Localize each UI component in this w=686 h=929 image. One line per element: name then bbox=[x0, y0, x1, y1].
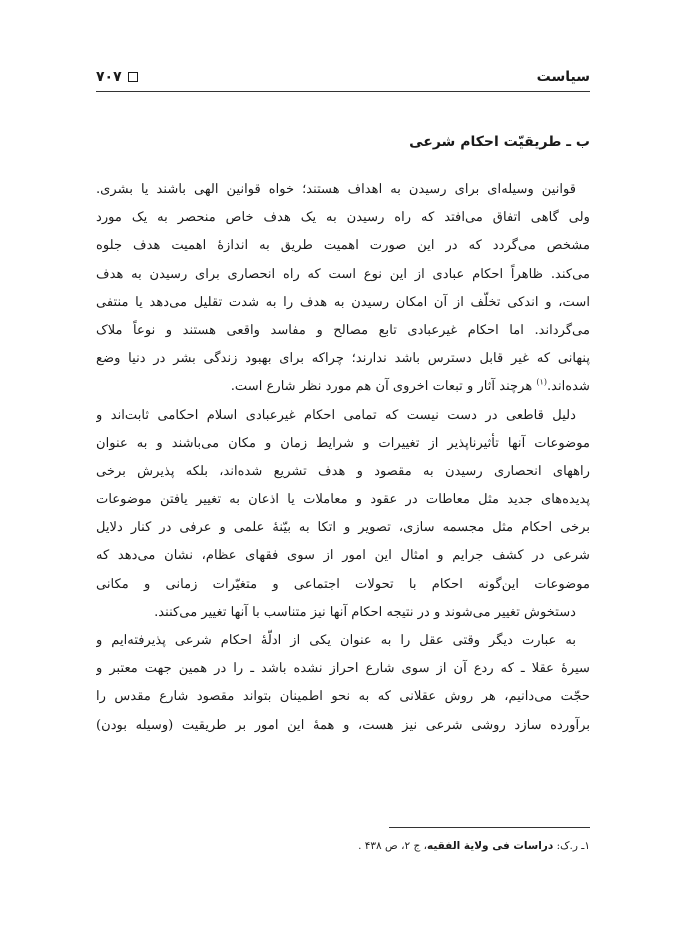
text-line: موضوعات این‌گونه احکام با تحولات اجتماعی و متغیّرات زمانی و مکانی bbox=[96, 576, 590, 592]
page-number-block bbox=[96, 69, 138, 85]
text-line: می‌کند. ظاهراً احکام عبادی از این نوع است که راه انحصاری برای رسیدن به هدف bbox=[96, 266, 590, 282]
footnote-suffix: ، ج ۲، ص ۴۳۸ . bbox=[358, 840, 427, 852]
text-line: قوانین وسیله‌ای برای رسیدن به اهداف هستند؛ خواه قوانین الهی باشند یا بشری. bbox=[96, 182, 576, 197]
text-line: پنهانی که غیر قابل دسترس باشد ندارند؛ چراکه برای بهبود زندگی بشر در دنیا وضع bbox=[96, 351, 590, 367]
text-line: به عبارت دیگر وقتی عقل را به عنوان یکی از ادلّهٔ احکام شرعی پذیرفته‌ایم و bbox=[96, 633, 576, 648]
text-line: راههای انحصاری رسیدن به مقصود و هدف تشریع شده‌اند، بلکه پذیرش برخی bbox=[96, 463, 590, 479]
text-line: مشخص می‌گردد که در این صورت اهمیت طریق به اندازهٔ اهمیت هدف جلوه bbox=[96, 238, 590, 254]
text-line: ولی گاهی اتفاق می‌افتد که راه رسیدن به یک هدف خاص منحصر به یک مورد bbox=[96, 210, 590, 226]
text-line: می‌گرداند. اما احکام غیرعبادی تابع مصالح و مفاسد واقعی هستند و نوعاً ملاک bbox=[96, 322, 590, 338]
body-text bbox=[96, 176, 590, 740]
text-line: سیرهٔ عقلا ـ که ردع آن از سوی شارع احراز نشده باشد ـ را در همین جهت معتبر و bbox=[96, 661, 590, 677]
footnote bbox=[96, 840, 590, 852]
text-line: موضوعات آنها تأثیرناپذیر از تغییرات و شرایط زمان و مکان می‌باشند و به عنوان bbox=[96, 435, 590, 451]
text-line: دستخوش تغییر می‌شوند و در نتیجه احکام آنها نیز متناسب با آنها تغییر می‌کنند. bbox=[154, 604, 576, 620]
text-fragment: هرچند آثار و تبعات اخروی آن هم مورد نظر شارع است. bbox=[230, 379, 533, 395]
text-line: پدیده‌های جدید مثل معاطات در عقود و معاملات یا اذعان به تغییر یافتن موضوعات bbox=[96, 492, 590, 508]
header-divider bbox=[96, 91, 590, 92]
text-line bbox=[96, 373, 590, 401]
text-line: شرعی در کشف جرایم و امثال این امور از سوی فقهای عظام، نشان می‌دهد که bbox=[96, 548, 590, 564]
text-fragment: شده‌اند. bbox=[546, 379, 590, 395]
text-line: دلیل قاطعی در دست نیست که تمامی احکام غیرعبادی اسلام احکامی ثابت‌اند و bbox=[96, 407, 576, 423]
chapter-title: سیاست bbox=[536, 69, 590, 85]
page-number: ۷۰۷ bbox=[96, 69, 122, 85]
footnote-divider bbox=[389, 827, 590, 828]
running-head bbox=[96, 64, 590, 90]
text-line: حجّت می‌دانیم، هر روش عقلانی که به نحو اطمینان بتواند مقصود شارع مقدس را bbox=[96, 689, 590, 705]
section-heading: ب ـ طریقیّت احکام شرعی bbox=[409, 134, 590, 150]
square-icon bbox=[128, 72, 138, 82]
text-line: برخی احکام مثل مجسمه سازی، تصویر و اتکا به بیّنهٔ علمی و عرفی در کنار دلایل bbox=[96, 520, 590, 536]
footnote-book-title: دراسات فی ولایة الفقیه bbox=[426, 840, 554, 852]
footnote-prefix: ۱ـ ر.ک: bbox=[553, 840, 590, 852]
footnote-marker: (۱) bbox=[536, 377, 547, 387]
text-line: است، و اندکی تخلّف از آن امکان رسیدن به هدف را به شدت تقلیل می‌دهد یا منتفی bbox=[96, 294, 590, 310]
text-line: برآورده سازد روشی شرعی نیز هست، و همهٔ این امور بر طریقیت (وسیله بودن) bbox=[96, 717, 590, 733]
